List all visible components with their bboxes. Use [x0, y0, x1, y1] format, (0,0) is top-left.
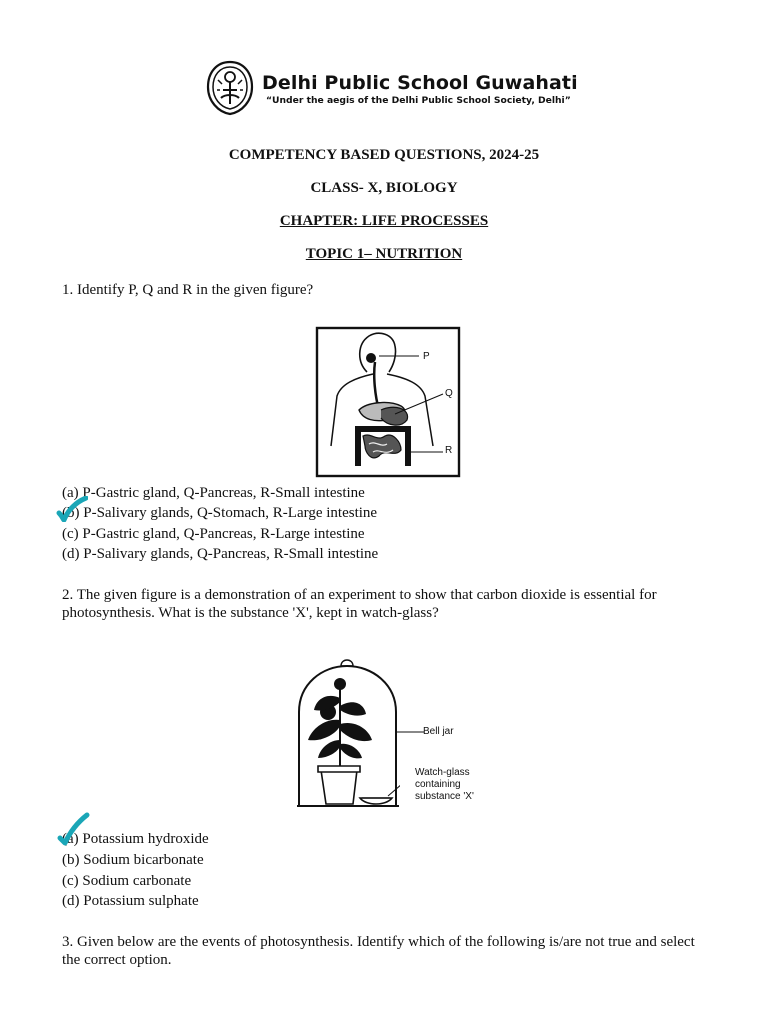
chapter-heading [0, 213, 768, 230]
document-title: COMPETENCY BASED QUESTIONS, 2024-25 [228, 147, 540, 163]
school-tagline: “Under the aegis of the Delhi Public School Society, Delhi” [266, 95, 571, 106]
q2-option-c: (c) Sodium carbonate [62, 873, 192, 889]
digestive-system-figure [315, 326, 461, 478]
question-1-text: 1. Identify P, Q and R in the given figure? [62, 282, 314, 298]
topic-heading [0, 246, 768, 263]
q2-option-b: (b) Sodium bicarbonate [62, 852, 204, 868]
question-3-line-1: 3. Given below are the events of photosynthesis. Identify which of the following is/are not true and select [62, 934, 695, 950]
question-2-line-2: photosynthesis. What is the substance 'X', kept in watch-glass? [62, 605, 439, 621]
question-2-line-1: 2. The given figure is a demonstration of an experiment to show that carbon dioxide is essential for [62, 587, 657, 603]
q2-option-a: (a) Potassium hydroxide [62, 831, 209, 847]
bell-jar-label: Bell jar [423, 726, 454, 737]
question-3-line-2: the correct option. [62, 952, 172, 968]
q2-option-d: (d) Potassium sulphate [62, 893, 199, 909]
q1-option-d: (d) P-Salivary glands, Q-Pancreas, R-Small intestine [62, 546, 379, 562]
checkmark-icon [56, 812, 90, 846]
school-name: Delhi Public School Guwahati [262, 72, 578, 94]
q1-option-b: (b) P-Salivary glands, Q-Stomach, R-Large intestine [62, 505, 378, 521]
watch-glass-label-line-2: containing [415, 779, 461, 790]
watch-glass-label-line-3: substance 'X' [415, 791, 474, 802]
class-heading: CLASS- X, BIOLOGY [310, 180, 458, 196]
q1-option-a: (a) P-Gastric gland, Q-Pancreas, R-Small intestine [62, 485, 365, 501]
chapter-heading-text: CHAPTER: LIFE PROCESSES [279, 213, 489, 229]
bell-jar-figure [296, 654, 400, 812]
watch-glass-label-line-1: Watch-glass [415, 767, 470, 778]
topic-heading-text: TOPIC 1– NUTRITION [305, 246, 463, 262]
bell-jar-leader-extension [396, 730, 426, 734]
school-crest-icon [205, 60, 255, 116]
figure1-label-q: Q [445, 388, 453, 399]
q1-option-c: (c) P-Gastric gland, Q-Pancreas, R-Large intestine [62, 526, 365, 542]
figure1-label-r: R [445, 445, 453, 456]
figure1-label-p: P [423, 351, 430, 362]
checkmark-icon [56, 496, 88, 522]
